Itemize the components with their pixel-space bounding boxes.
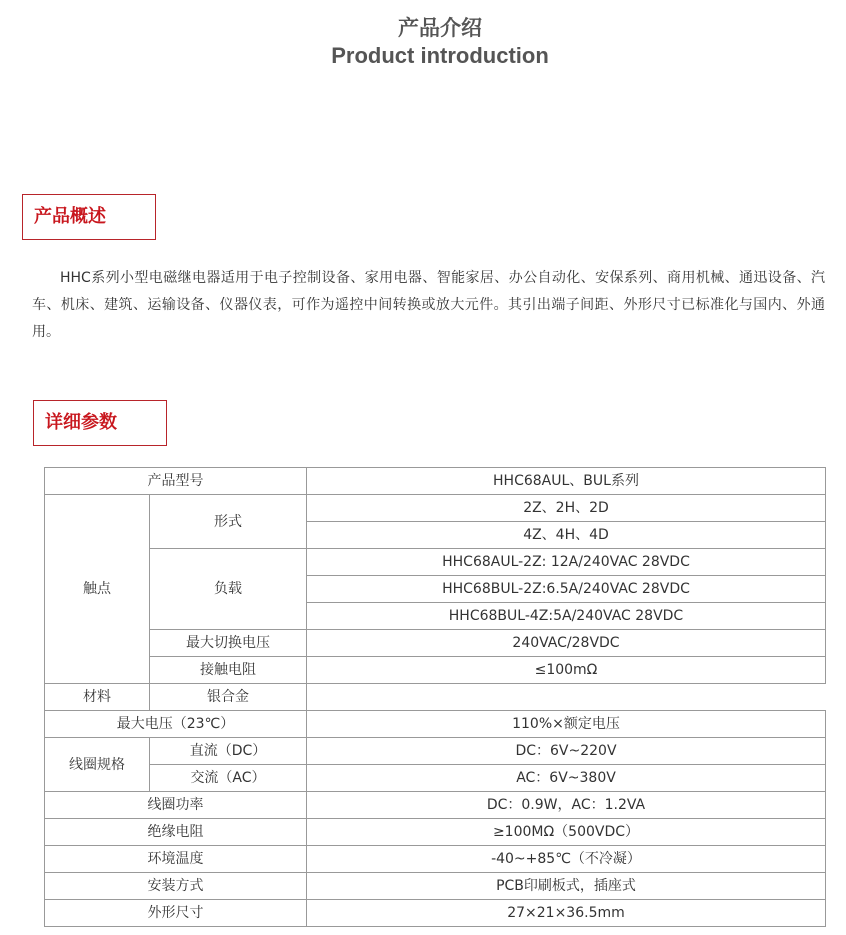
max-voltage-value: 110%×额定电压 [307, 711, 826, 738]
page-title-cn: 产品介绍 [398, 16, 482, 40]
table-row [45, 792, 826, 819]
form-value-1: 2Z、2H、2D [307, 495, 826, 522]
size-label: 外形尺寸 [45, 900, 307, 927]
table-row [45, 657, 826, 684]
load-value-1: HHC68AUL-2Z: 12A/240VAC 28VDC [307, 549, 826, 576]
mount-label: 安装方式 [45, 873, 307, 900]
size-value: 27×21×36.5mm [307, 900, 826, 927]
form-value-2: 4Z、4H、4D [307, 522, 826, 549]
coil-group-label: 线圈规格 [45, 738, 150, 792]
table-row [45, 495, 826, 522]
contact-group-label: 触点 [45, 495, 150, 684]
form-label: 形式 [150, 495, 307, 549]
table-row [45, 765, 826, 792]
model-value: HHC68AUL、BUL系列 [307, 468, 826, 495]
contact-res-value: ≤100mΩ [307, 657, 826, 684]
table-row [45, 711, 826, 738]
load-label: 负载 [150, 549, 307, 630]
env-temp-value: -40~+85℃（不冷凝） [307, 846, 826, 873]
max-switch-value: 240VAC/28VDC [307, 630, 826, 657]
table-row [45, 846, 826, 873]
overview-heading: 产品概述 [22, 194, 156, 240]
details-heading: 详细参数 [33, 400, 167, 446]
table-row [45, 819, 826, 846]
mount-value: PCB印刷板式，插座式 [307, 873, 826, 900]
overview-text: HHC系列小型电磁继电器适用于电子控制设备、家用电器、智能家居、办公自动化、安保系列、商用机械、通迅设备、汽车、机床、建筑、运输设备、仪器仪表，可作为遥控中间转换或放大元件。其引出端子间距、外形尺寸已标准化与国内、外通用。 [32, 270, 825, 340]
table-row [45, 738, 826, 765]
ac-label: 交流（AC） [150, 765, 307, 792]
spec-table [44, 467, 826, 927]
table-row [45, 684, 826, 711]
load-value-2: HHC68BUL-2Z:6.5A/240VAC 28VDC [307, 576, 826, 603]
max-switch-label: 最大切换电压 [150, 630, 307, 657]
insulation-label: 绝缘电阻 [45, 819, 307, 846]
table-row [45, 468, 826, 495]
page-header [0, 14, 846, 70]
dc-label: 直流（DC） [150, 738, 307, 765]
contact-res-label: 接触电阻 [150, 657, 307, 684]
table-row [45, 549, 826, 576]
coil-power-value: DC：0.9W，AC：1.2VA [307, 792, 826, 819]
ac-value: AC：6V~380V [307, 765, 826, 792]
load-value-3: HHC68BUL-4Z:5A/240VAC 28VDC [307, 603, 826, 630]
model-label: 产品型号 [45, 468, 307, 495]
material-value: 银合金 [150, 684, 307, 711]
insulation-value: ≥100MΩ（500VDC） [307, 819, 826, 846]
env-temp-label: 环境温度 [45, 846, 307, 873]
table-row [45, 630, 826, 657]
page-title-en: Product introduction [331, 43, 549, 68]
dc-value: DC：6V~220V [307, 738, 826, 765]
coil-power-label: 线圈功率 [45, 792, 307, 819]
table-row [45, 900, 826, 927]
material-label: 材料 [45, 684, 150, 711]
table-row [45, 873, 826, 900]
max-voltage-label: 最大电压（23℃） [45, 711, 307, 738]
